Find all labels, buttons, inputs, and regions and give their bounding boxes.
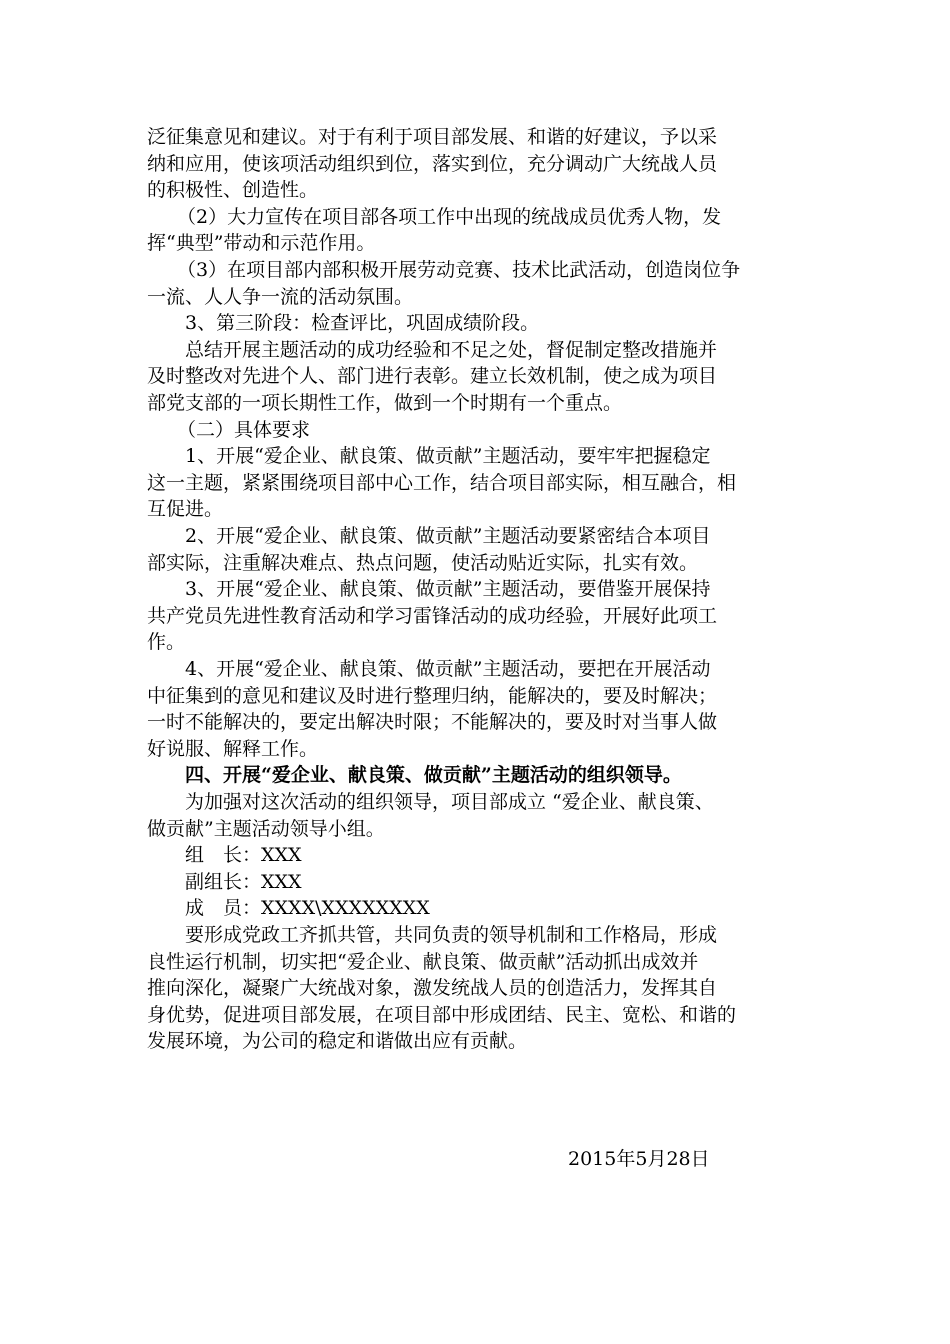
text-line: 要形成党政工齐抓共管，共同负责的领导机制和工作格局，形成 bbox=[185, 924, 718, 946]
text-line: 3、开展“爱企业、献良策、做贡献”主题活动，要借鉴开展保持 bbox=[185, 578, 711, 600]
text-line: 共产党员先进性教育活动和学习雷锋活动的成功经验，开展好此项工 bbox=[147, 605, 718, 627]
text-line: 互促进。 bbox=[147, 498, 224, 520]
text-line: 发展环境，为公司的稳定和谐做出应有贡献。 bbox=[147, 1030, 528, 1052]
text-line: 3、第三阶段：检查评比，巩固成绩阶段。 bbox=[185, 312, 540, 334]
text-line: （3）在项目部内部积极开展劳动竞赛、技术比武活动，创造岗位争 bbox=[177, 259, 741, 281]
text-line: 的积极性、创造性。 bbox=[147, 179, 319, 201]
text-line: 这一主题，紧紧围绕项目部中心工作，结合项目部实际，相互融合，相 bbox=[147, 472, 737, 494]
text-line: 推向深化，凝聚广大统战对象，激发统战人员的创造活力，发挥其自 bbox=[147, 977, 718, 999]
text-line: 做贡献”主题活动领导小组。 bbox=[147, 818, 385, 840]
text-line: 总结开展主题活动的成功经验和不足之处，督促制定整改措施并 bbox=[185, 339, 718, 361]
text-line: 泛征集意见和建议。对于有利于项目部发展、和谐的好建议，予以采 bbox=[147, 126, 718, 148]
text-line: 挥“典型”带动和示范作用。 bbox=[147, 232, 376, 254]
text-line: 身优势，促进项目部发展，在项目部中形成团结、民主、宽松、和谐的 bbox=[147, 1004, 737, 1026]
text-line: （2）大力宣传在项目部各项工作中出现的统战成员优秀人物，发 bbox=[177, 206, 722, 228]
text-line: 4、开展“爱企业、献良策、做贡献”主题活动，要把在开展活动 bbox=[185, 658, 711, 680]
text-line: 副组长：XXX bbox=[185, 871, 302, 893]
text-line: 部党支部的一项长期性工作，做到一个时期有一个重点。 bbox=[147, 392, 623, 414]
text-line: 四、开展“爱企业、献良策、做贡献”主题活动的组织领导。 bbox=[185, 764, 682, 786]
text-line: 一时不能解决的，要定出解决时限；不能解决的，要及时对当事人做 bbox=[147, 711, 718, 733]
text-line: 2、开展“爱企业、献良策、做贡献”主题活动要紧密结合本项目 bbox=[185, 525, 711, 547]
text-line: 及时整改对先进个人、部门进行表彰。建立长效机制，使之成为项目 bbox=[147, 365, 718, 387]
text-line: 成 员：XXXX\XXXXXXXX bbox=[185, 897, 430, 919]
text-line: 一流、人人争一流的活动氛围。 bbox=[147, 286, 414, 308]
text-line: 为加强对这次活动的组织领导，项目部成立 “爱企业、献良策、 bbox=[185, 791, 714, 813]
text-line: 部实际，注重解决难点、热点问题，使活动贴近实际，扎实有效。 bbox=[147, 552, 699, 574]
text-line: 好说服、解释工作。 bbox=[147, 738, 319, 760]
text-line: （二）具体要求 bbox=[177, 419, 311, 441]
text-line: 组 长：XXX bbox=[185, 844, 302, 866]
text-line: 1、开展“爱企业、献良策、做贡献”主题活动，要牢牢把握稳定 bbox=[185, 445, 711, 467]
document-date: 2015年5月28日 bbox=[568, 1148, 710, 1170]
text-line: 中征集到的意见和建议及时进行整理归纳，能解决的，要及时解决； bbox=[147, 685, 718, 707]
text-line: 作。 bbox=[147, 631, 186, 653]
text-line: 纳和应用，使该项活动组织到位，落实到位，充分调动广大统战人员 bbox=[147, 153, 718, 175]
text-line: 良性运行机制，切实把“爱企业、献良策、做贡献”活动抓出成效并 bbox=[147, 951, 699, 973]
